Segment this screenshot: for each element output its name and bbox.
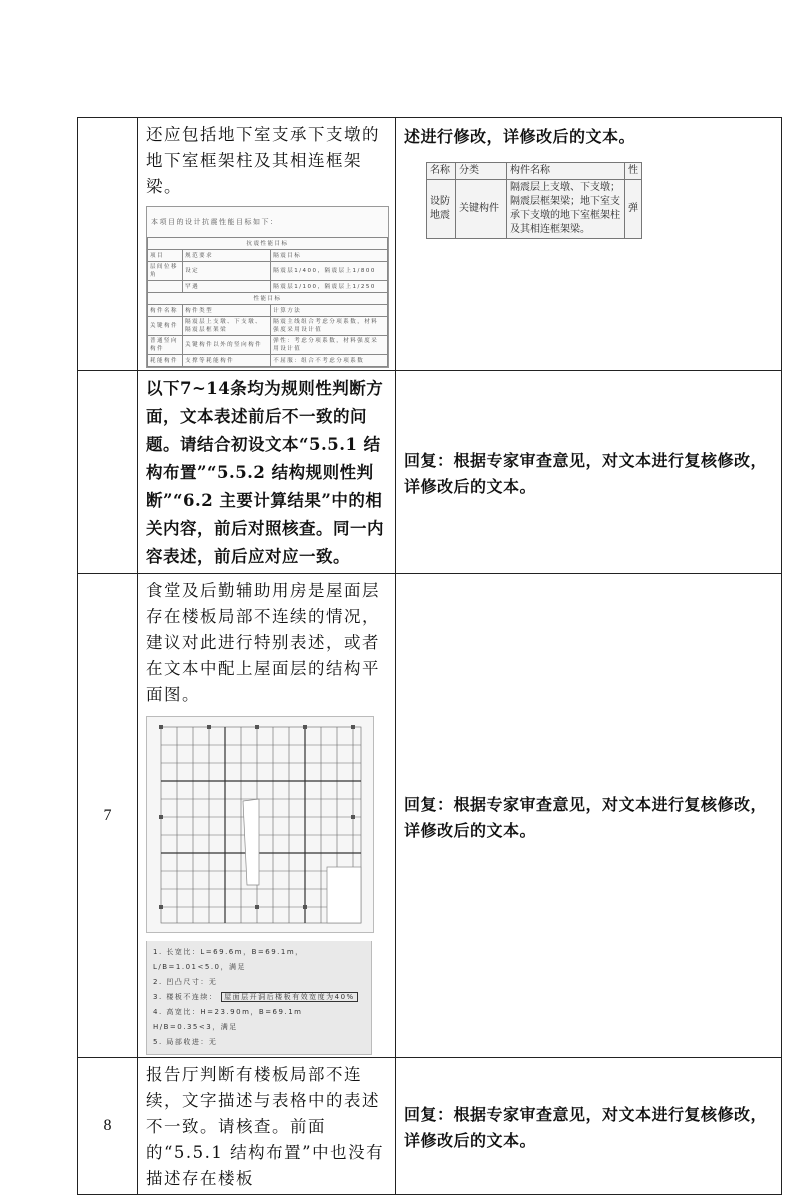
table-row <box>78 574 782 1058</box>
mini-cell: 隔震层1/400，隔震层上1/800 <box>271 262 388 281</box>
mini-cell: 不屈服：组合不考虑分项系数 <box>271 355 388 367</box>
plan-note-highlight: 屋面层开洞后楼板有效宽度为40% <box>221 992 358 1002</box>
plan-note: 1. 长宽比：L=69.6m，B=69.1m，L/B=1.01<5.0，满足 <box>153 948 304 971</box>
mini-cell: 罕遇 <box>183 281 271 293</box>
snippet-revised-table <box>426 162 642 239</box>
plan-notes <box>146 941 372 1055</box>
snippet-cell: 弹 <box>625 180 642 239</box>
answer-text: 述进行修改，详修改后的文本。 <box>404 127 636 146</box>
mini-header: 抗震性能目标 <box>148 238 388 250</box>
mini-cell: 关键构件以外的竖向构件 <box>183 336 271 355</box>
snippet-performance-table <box>146 206 389 368</box>
answer-cell <box>396 574 782 1058</box>
snippet-cell: 设防地震 <box>427 180 456 239</box>
answer-text: 回复：根据专家审查意见，对文本进行复核修改，详修改后的文本。 <box>404 451 768 496</box>
mini-subcol: 构件类型 <box>183 305 271 317</box>
snippet-cell: 隔震层上支墩、下支墩；隔震层框架梁；地下室支承下支墩的地下室框架柱及其相连框架梁。 <box>507 180 625 239</box>
table-row <box>78 371 782 574</box>
row-number <box>78 371 138 574</box>
plan-note: 5. 局部收进：无 <box>153 1038 218 1046</box>
question-text: 报告厅判断有楼板局部不连续，文字描述与表格中的表述不一致。请核查。前面的“5.5.1 结构布置”中也没有描述存在楼板 <box>146 1065 385 1188</box>
mini-cell: 隔震层上支墩、下支墩、隔震层框架梁 <box>183 317 271 336</box>
mini-subcol: 规范要求 <box>183 250 271 262</box>
mini-cell: 层间位移角 <box>148 262 183 281</box>
mini-cell: 弹性：考虑分项系数，材料强度采用设计值 <box>271 336 388 355</box>
plan-note-label: 3. 楼板不连续： <box>153 993 218 1001</box>
question-cell <box>138 1058 396 1195</box>
question-text: 食堂及后勤辅助用房是屋面层存在楼板局部不连续的情况，建议对此进行特别表述，或者在文本中配上屋面层的结构平面图。 <box>146 581 380 704</box>
mini-cell: 设定 <box>183 262 271 281</box>
row-number <box>78 118 138 371</box>
mini-cell: 支撑等耗能构件 <box>183 355 271 367</box>
snippet-col: 名称 <box>427 163 456 180</box>
roof-structural-plan <box>146 716 374 933</box>
mini-cell: 普通竖向构件 <box>148 336 183 355</box>
mini-subcol: 计算方法 <box>271 305 388 317</box>
mini-header: 性能目标 <box>148 293 388 305</box>
table-row <box>78 118 782 371</box>
snippet-cell: 关键构件 <box>456 180 507 239</box>
mini-cell: 隔震层1/100，隔震层上1/250 <box>271 281 388 293</box>
question-cell <box>138 371 396 574</box>
snippet-caption: 本项目的设计抗震性能目标如下： <box>151 218 279 226</box>
answer-text: 回复：根据专家审查意见，对文本进行复核修改，详修改后的文本。 <box>404 794 768 840</box>
plan-note: 2. 凹凸尺寸：无 <box>153 978 218 986</box>
table-row <box>78 1058 782 1195</box>
mini-cell: 耗能构件 <box>148 355 183 367</box>
row-number: 8 <box>78 1058 138 1195</box>
question-cell <box>138 118 396 371</box>
plan-note <box>153 990 365 1005</box>
mini-subcol: 隔震目标 <box>271 250 388 262</box>
question-text: 还应包括地下室支承下支墩的地下室框架柱及其相连框架梁。 <box>146 125 380 196</box>
answer-text: 回复：根据专家审查意见，对文本进行复核修改，详修改后的文本。 <box>404 1105 768 1150</box>
mini-cell: 隔震主线组合考虑分项系数，材料强度采用设计值 <box>271 317 388 336</box>
snippet-mini-table <box>147 237 388 367</box>
row-number: 7 <box>78 574 138 1058</box>
answer-cell <box>396 1058 782 1195</box>
question-text: 以下7~14条均为规则性判断方面，文本表述前后不一致的问题。请结合初设文本“5.5.1 结构布置”“5.5.2 结构规则性判断”“6.2 主要计算结果”中的相关内容，前后对照核查。同一内容表述，前后应对应一致。 <box>146 379 384 566</box>
mini-subcol: 项目 <box>148 250 183 262</box>
answer-cell <box>396 371 782 574</box>
review-response-table <box>77 117 782 1195</box>
mini-cell: 关键构件 <box>148 317 183 336</box>
plan-note: 4. 高宽比：H=23.90m，B=69.1m H/B=0.35<3，满足 <box>153 1008 303 1031</box>
mini-subcol: 构件名称 <box>148 305 183 317</box>
snippet-col: 性 <box>625 163 642 180</box>
snippet-col: 分类 <box>456 163 507 180</box>
snippet-col: 构件名称 <box>507 163 625 180</box>
question-cell <box>138 574 396 1058</box>
mini-cell <box>148 281 183 293</box>
answer-cell <box>396 118 782 371</box>
